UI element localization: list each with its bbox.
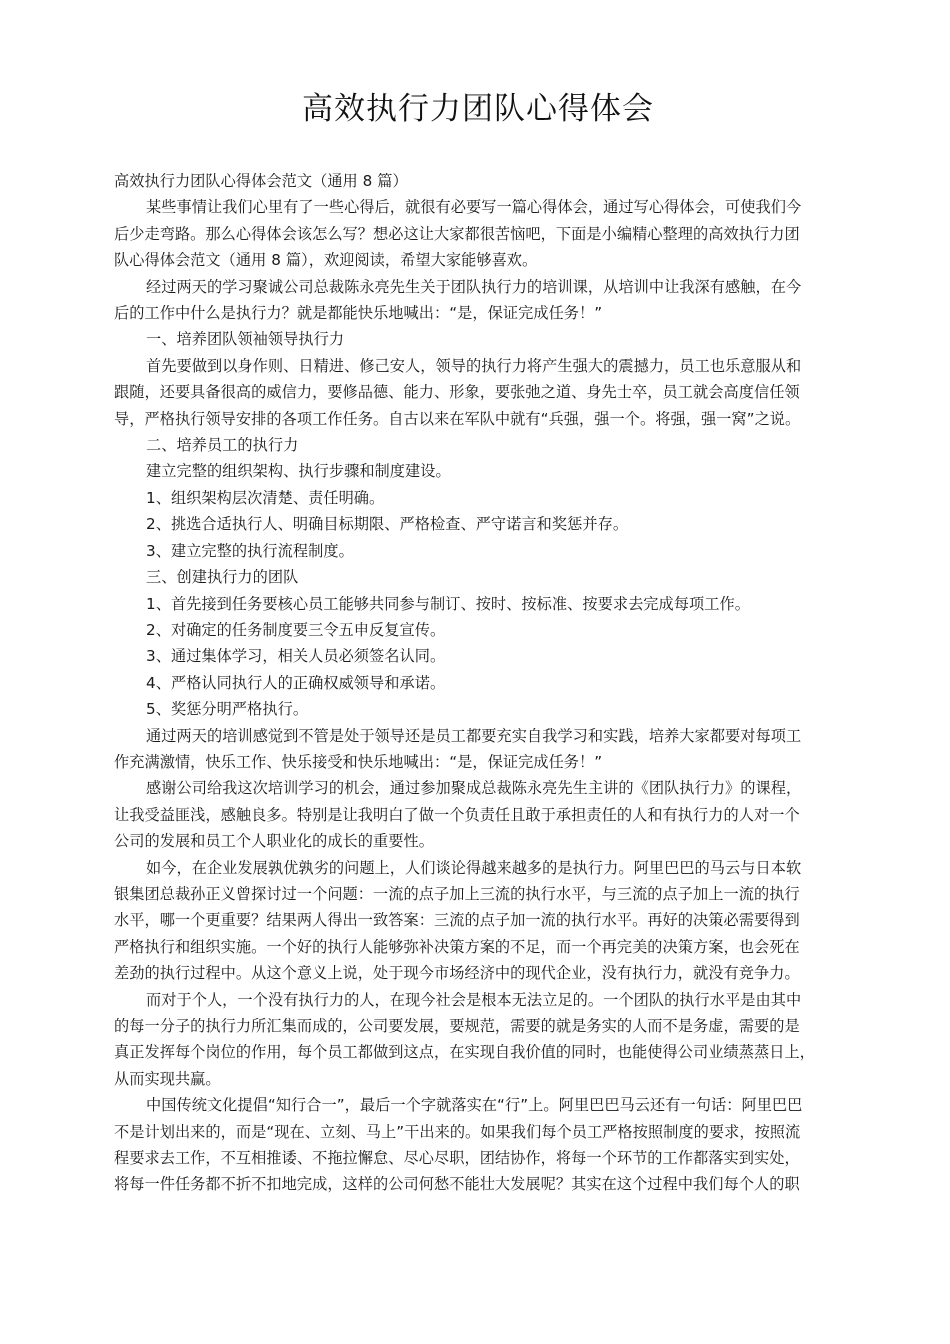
text-line: 的每一分子的执行力所汇集而成的，公司要发展，要规范，需要的就是务实的人而不是务虚，需要的是 — [114, 1017, 800, 1035]
text-line: 三、创建执行力的团队 — [146, 568, 299, 587]
text-line: 导，严格执行领导安排的各项工作任务。自古以来在军队中就有“兵强，强一个。将强，强一窝”之说。 — [114, 409, 801, 428]
text-line: 首先要做到以身作则、日精进、修己安人，领导的执行力将产生强大的震撼力，员工也乐意服从和 — [146, 356, 802, 375]
text-line: 严格执行和组织实施。一个好的执行人能够弥补决策方案的不足，而一个再完美的决策方案，也会死在 — [114, 937, 800, 956]
document-body — [114, 168, 842, 1198]
text-line: 2、挑选合适执行人、明确目标期限、严格检查、严守诺言和奖惩并存。 — [146, 515, 629, 534]
text-line: 感谢公司给我这次培训学习的机会，通过参加聚成总裁陈永亮先生主讲的《团队执行力》的课程， — [146, 779, 802, 798]
text-line: 后的工作中什么是执行力？就是都能快乐地喊出：“是，保证完成任务！” — [114, 304, 603, 323]
text-line: 让我受益匪浅，感触良多。特别是让我明白了做一个负责任且敢于承担责任的人和有执行力的人对一个 — [114, 805, 800, 824]
text-line: 二、培养员工的执行力 — [146, 436, 299, 455]
text-line: 公司的发展和员工个人职业化的成长的重要性。 — [114, 832, 434, 851]
text-line: 不是计划出来的，而是“现在、立刻、马上”干出来的。如果我们每个员工严格按照制度的要求，按照流 — [114, 1122, 801, 1141]
text-line: 3、通过集体学习，相关人员必须签名认同。 — [146, 647, 446, 666]
text-line: 银集团总裁孙正义曾探讨过一个问题：一流的点子加上三流的执行水平，与三流的点子加上一流的执行 — [114, 884, 800, 903]
text-line: 差劲的执行过程中。从这个意义上说，处于现今市场经济中的现代企业，没有执行力，就没有竞争力。 — [114, 964, 800, 983]
text-line: 将每一件任务都不折不扣地完成，这样的公司何愁不能壮大发展呢？其实在这个过程中我们每个人的职 — [114, 1175, 800, 1194]
text-line: 如今，在企业发展孰优孰劣的问题上，人们谈论得越来越多的是执行力。阿里巴巴的马云与日本软 — [146, 858, 802, 877]
text-line: 从而实现共赢。 — [114, 1069, 221, 1088]
text-line: 经过两天的学习聚诚公司总裁陈永亮先生关于团队执行力的培训课，从培训中让我深有感触，在今 — [146, 277, 802, 296]
text-line: 后少走弯路。那么心得体会该怎么写？想必这让大家都很苦恼吧，下面是小编精心整理的高效执行力团 — [114, 224, 800, 243]
text-line: 真正发挥每个岗位的作用，每个员工都做到这点，在实现自我价值的同时，也能使得公司业绩蒸蒸日上， — [114, 1043, 815, 1062]
text-line: 作充满激情，快乐工作、快乐接受和快乐地喊出：“是，保证完成任务！” — [114, 752, 603, 771]
text-line: 5、奖惩分明严格执行。 — [146, 700, 309, 719]
text-line: 1、首先接到任务要核心员工能够共同参与制订、按时、按标准、按要求去完成每项工作。 — [146, 594, 750, 613]
text-line: 3、建立完整的执行流程制度。 — [146, 541, 354, 560]
text-line: 某些事情让我们心里有了一些心得后，就很有必要写一篇心得体会，通过写心得体会，可使我们今 — [146, 198, 802, 217]
text-line: 程要求去工作，不互相推诿、不拖拉懈怠、尽心尽职，团结协作，将每一个环节的工作都落实到实处， — [114, 1149, 800, 1168]
text-line: 1、组织架构层次清楚、责任明确。 — [146, 488, 385, 507]
text-line: 4、严格认同执行人的正确权威领导和承诺。 — [146, 673, 446, 692]
text-line: 通过两天的培训感觉到不管是处于领导还是员工都要充实自我学习和实践，培养大家都要对每项工 — [146, 726, 802, 745]
text-line: 队心得体会范文（通用 8 篇），欢迎阅读，希望大家能够喜欢。 — [114, 251, 538, 270]
text-line: 一、培养团队领袖领导执行力 — [146, 330, 345, 349]
document-subtitle: 高效执行力团队心得体会范文（通用 8 篇） — [114, 172, 408, 190]
text-line: 建立完整的组织架构、执行步骤和制度建设。 — [146, 462, 451, 481]
text-line: 水平，哪一个更重要？结果两人得出一致答案：三流的点子加一流的执行水平。再好的决策必需要得到 — [114, 911, 800, 930]
text-line: 而对于个人，一个没有执行力的人，在现今社会是根本无法立足的。一个团队的执行水平是由其中 — [146, 990, 802, 1009]
document-title: 高效执行力团队心得体会 — [302, 91, 654, 127]
text-line: 跟随，还要具备很高的威信力，要修品德、能力、形象，要张弛之道、身先士卒，员工就会高度信任领 — [114, 383, 800, 402]
text-line: 中国传统文化提倡“知行合一”，最后一个字就落实在“行”上。阿里巴巴马云还有一句话：阿里巴巴 — [146, 1096, 803, 1115]
text-line: 2、对确定的任务制度要三令五申反复宣传。 — [146, 620, 446, 639]
